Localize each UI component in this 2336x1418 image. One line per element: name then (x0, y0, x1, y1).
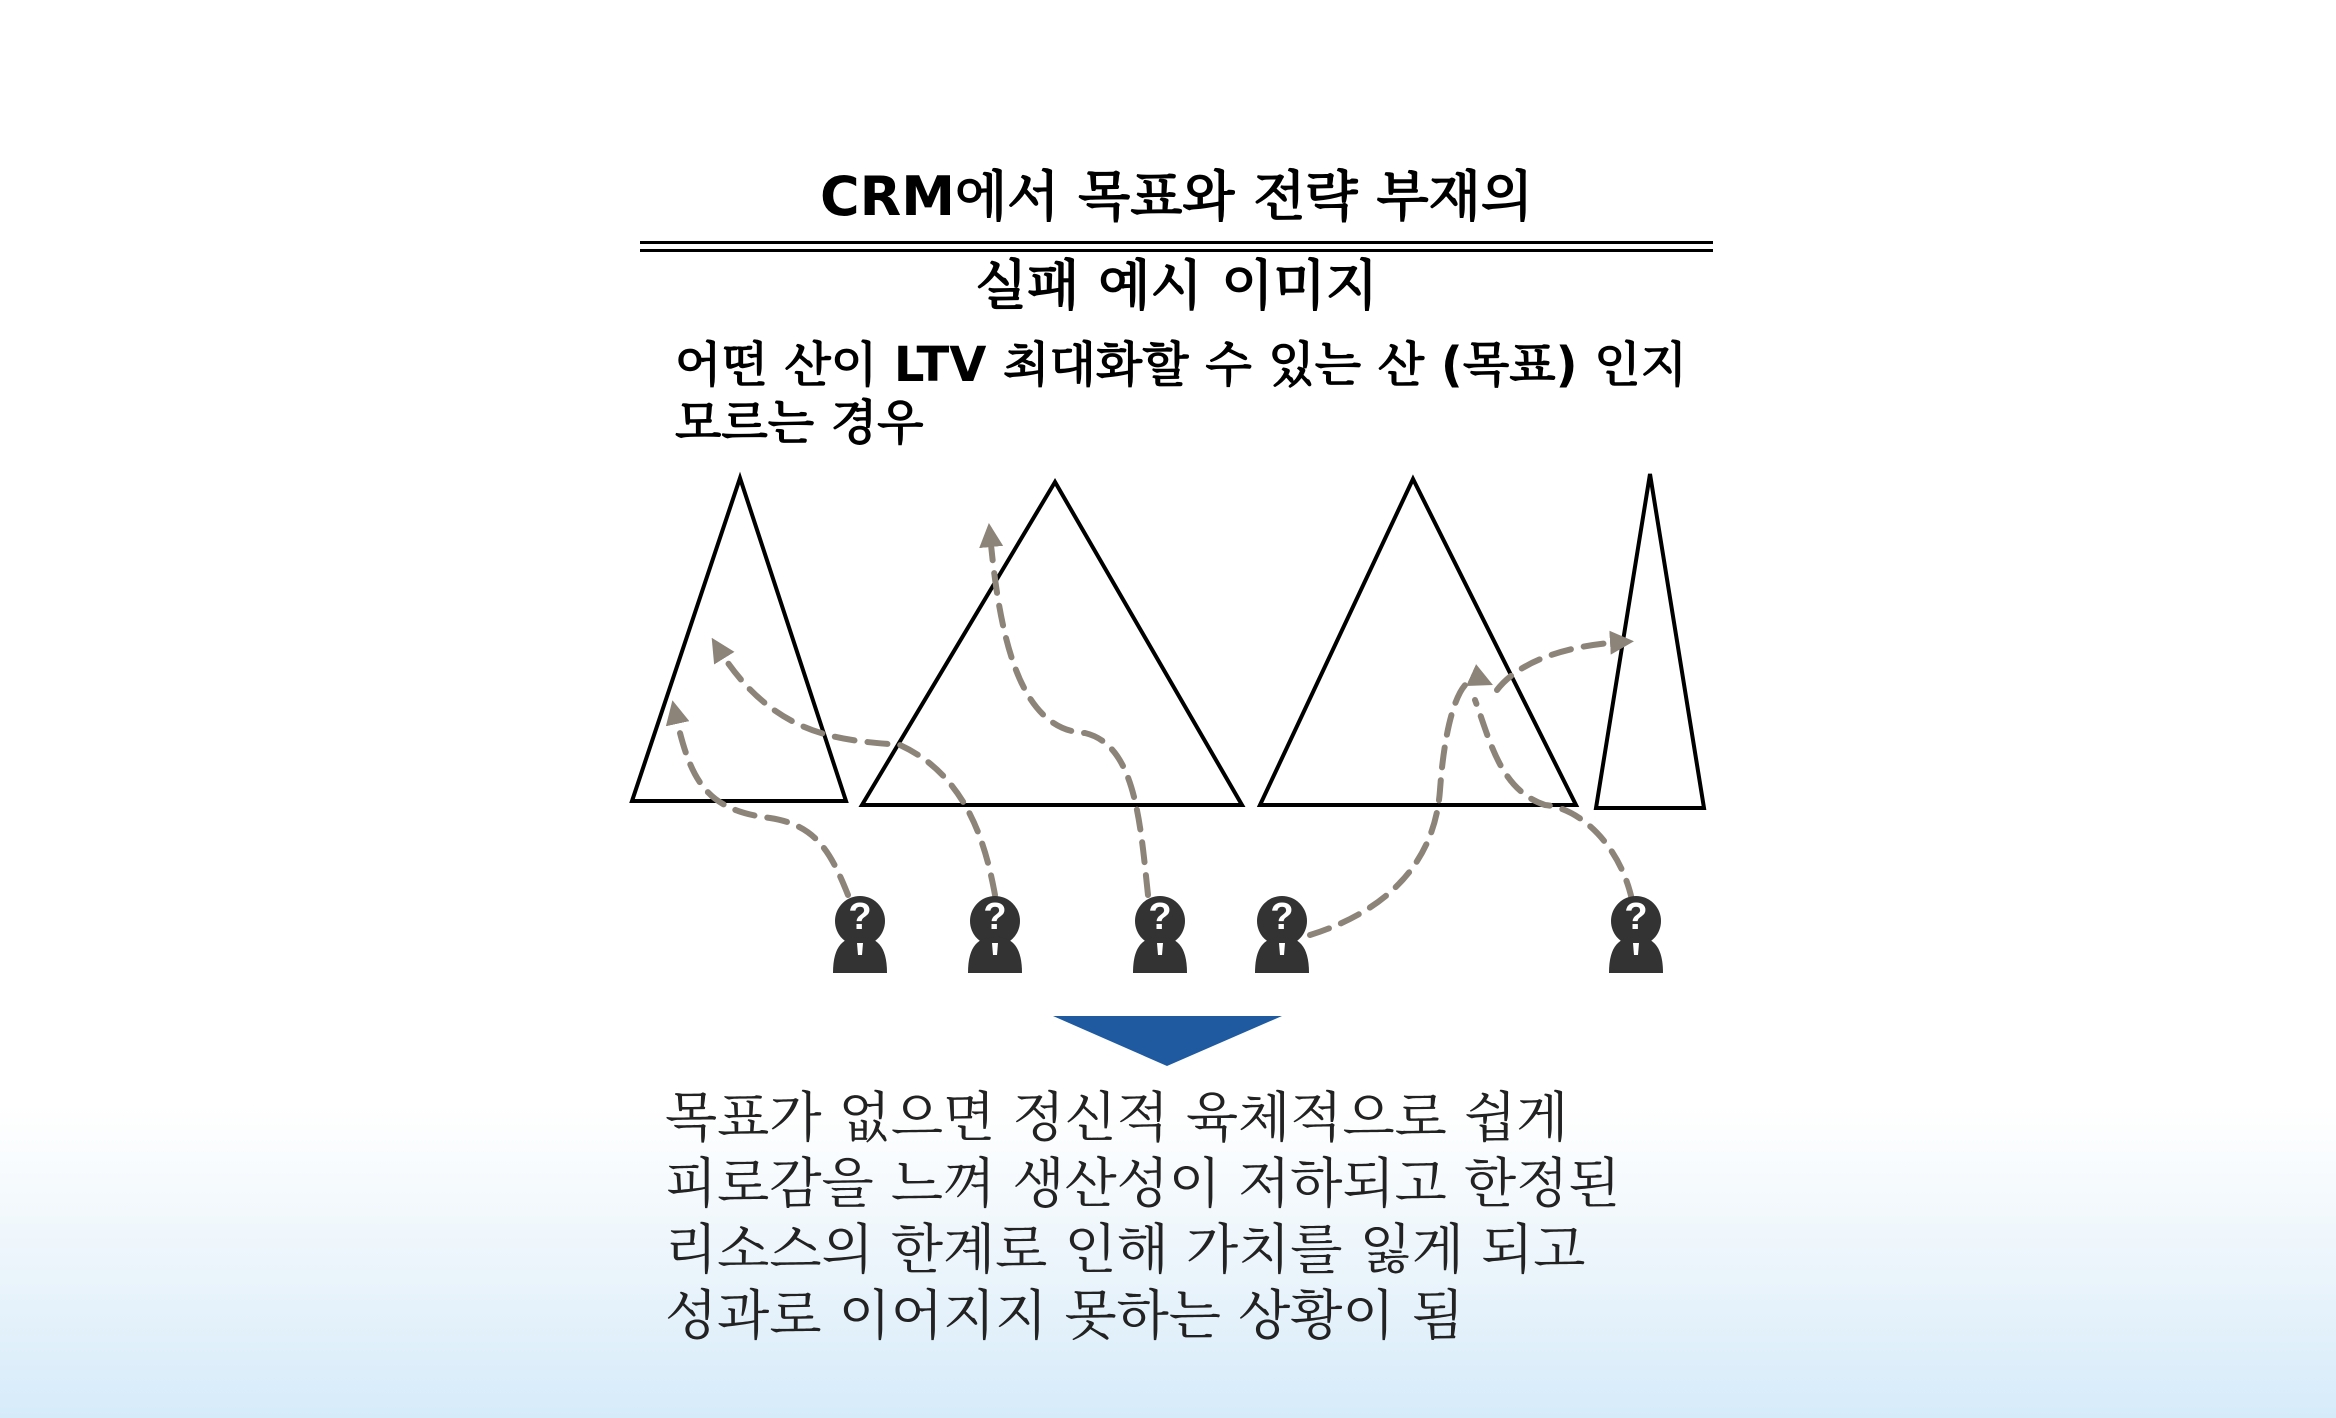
svg-text:?: ? (1148, 896, 1172, 938)
title-line-2: 실패 예시 이미지 (975, 254, 1378, 317)
mountain-4 (1596, 474, 1704, 808)
svg-text:?: ? (983, 896, 1007, 938)
down-arrow-icon (1053, 1016, 1282, 1066)
mountain-1 (632, 478, 846, 801)
person-icon-4 (1255, 896, 1309, 973)
person-icon-1 (833, 896, 887, 973)
conclusion-line-2: 피로감을 느껴 생산성이 저하되고 한정된 (665, 1152, 1621, 1215)
person-icon-3 (1133, 896, 1187, 973)
subtitle-line-2: 모르는 경우 (675, 395, 924, 451)
conclusion-line-1: 목표가 없으면 정신적 육체적으로 쉽게 (665, 1086, 1569, 1149)
mountain-3 (1260, 479, 1576, 805)
person-icon-2 (968, 896, 1022, 973)
subtitle-line-1: 어떤 산이 LTV 최대화할 수 있는 산 (목표) 인지 (675, 337, 1687, 393)
conclusion-line-4: 성과로 이어지지 못하는 상황이 됨 (665, 1284, 1464, 1347)
svg-text:?: ? (1270, 896, 1294, 938)
person-icon-5 (1609, 896, 1663, 973)
conclusion-text (665, 1085, 1765, 1349)
conclusion-line-3: 리소스의 한계로 인해 가치를 잃게 되고 (665, 1218, 1586, 1281)
title-line-1: CRM에서 목표와 전략 부재의 (820, 165, 1533, 228)
svg-text:?: ? (1624, 896, 1648, 938)
svg-text:?: ? (848, 896, 872, 938)
